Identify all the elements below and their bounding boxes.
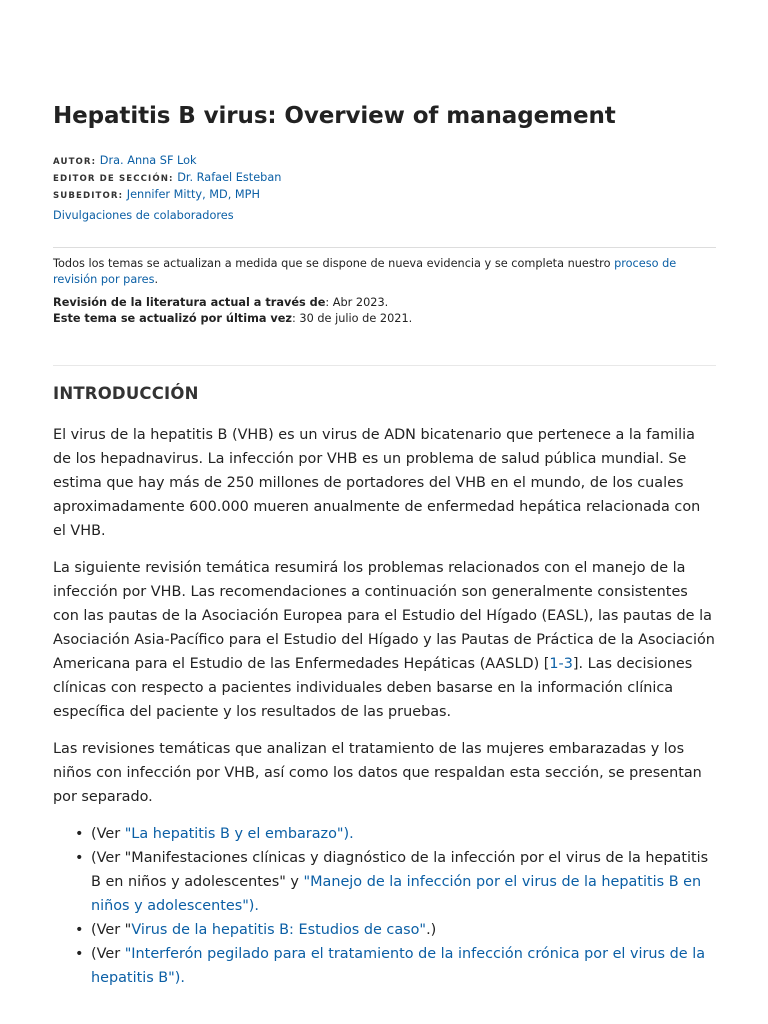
intro-paragraph-3: Las revisiones temáticas que analizan el tratamiento de las mujeres embarazadas y los niños con infección por VHB, así como los datos que respaldan esta sección, se presentan por separado.: [53, 741, 702, 805]
reference-link[interactable]: 1-3: [549, 656, 573, 672]
divider: [53, 365, 716, 366]
topic-link-peginterferon[interactable]: "Interferón pegilado para el tratamiento de la infección crónica por el virus de la hepatitis B").: [91, 946, 706, 986]
paragraph-text: ]. Las decisiones clínicas con respecto a pacientes individuales deben basarse en la información clínica específica del paciente y los resultados de las pruebas.: [53, 656, 693, 720]
list-item-text: (Ver: [91, 946, 125, 962]
section-editor-link[interactable]: Dr. Rafael Esteban: [177, 171, 282, 184]
intro-paragraph-2: [53, 556, 716, 724]
last-updated-value: : 30 de julio de 2021.: [292, 312, 413, 325]
paragraph-text: La siguiente revisión temática resumirá los problemas relacionados con el manejo de la infección por VHB. Las recomendaciones a continuación son generalmente consistentes con las pautas de la Asociación Europea para el Estudio del Hígado (EASL), las pautas de la Asociación Asia-Pacífico para el Estudio del Hígado y las Pautas de Práctica de la Asociación Americana para el Estudio de las Enfermedades Hepáticas (AASLD) [: [53, 560, 715, 672]
list-item-text: .): [426, 922, 437, 938]
deputy-editor-row: [53, 187, 281, 204]
disclosures-link[interactable]: Divulgaciones de colaboradores: [53, 209, 234, 222]
author-label: AUTOR:: [53, 157, 97, 167]
deputy-editor-label: SUBEDITOR:: [53, 191, 124, 201]
peer-review-link[interactable]: proceso de revisión por pares: [53, 257, 677, 286]
topic-link-pregnancy[interactable]: "La hepatitis B y el embarazo").: [124, 826, 354, 842]
review-info: [53, 295, 412, 327]
topic-link-case-studies[interactable]: Virus de la hepatitis B: Estudios de caso": [131, 922, 427, 938]
section-editor-row: [53, 170, 281, 187]
deputy-editor-link[interactable]: Jennifer Mitty, MD, MPH: [126, 188, 260, 201]
literature-review-value: : Abr 2023.: [325, 296, 389, 309]
literature-review-label: Revisión de la literatura actual a través de: [53, 296, 326, 309]
author-link[interactable]: Dra. Anna SF Lok: [99, 154, 197, 167]
list-item: [53, 918, 716, 942]
literature-review-row: [53, 295, 412, 311]
topic-link-children-management[interactable]: "Manejo de la infección por el virus de la hepatitis B en niños y adolescentes").: [91, 874, 702, 914]
update-note-text: Todos los temas se actualizan a medida que se dispone de nueva evidencia y se completa nuestro: [53, 257, 615, 270]
related-topics-list: [53, 822, 716, 990]
update-note-end: .: [154, 273, 159, 286]
divider: [53, 247, 716, 248]
list-item-text: (Ver ": [91, 922, 132, 938]
list-item: [53, 846, 716, 918]
page-title: Hepatitis B virus: Overview of management: [53, 103, 616, 129]
author-row: [53, 153, 281, 170]
list-item-text: (Ver "Manifestaciones clínicas y diagnóstico de la infección por el virus de la hepatitis B en niños y adolescentes" y: [91, 850, 709, 890]
section-editor-label: EDITOR DE SECCIÓN:: [53, 174, 174, 184]
list-item-text: (Ver: [91, 826, 125, 842]
section-heading-introduction: INTRODUCCIÓN: [53, 384, 199, 403]
list-item: [53, 822, 716, 846]
last-updated-row: [53, 311, 412, 327]
credits: [53, 153, 281, 204]
last-updated-label: Este tema se actualizó por última vez: [53, 312, 293, 325]
intro-paragraph-1: El virus de la hepatitis B (VHB) es un virus de ADN bicatenario que pertenece a la familia de los hepadnavirus. La infección por VHB es un problema de salud pública mundial. Se estima que hay más de 250 millones de portadores del VHB en el mundo, de los cuales aproximadamente 600.000 mueren anualmente de enfermedad hepática relacionada con el VHB.: [53, 427, 701, 539]
list-item: [53, 942, 716, 990]
update-note: [53, 256, 716, 288]
